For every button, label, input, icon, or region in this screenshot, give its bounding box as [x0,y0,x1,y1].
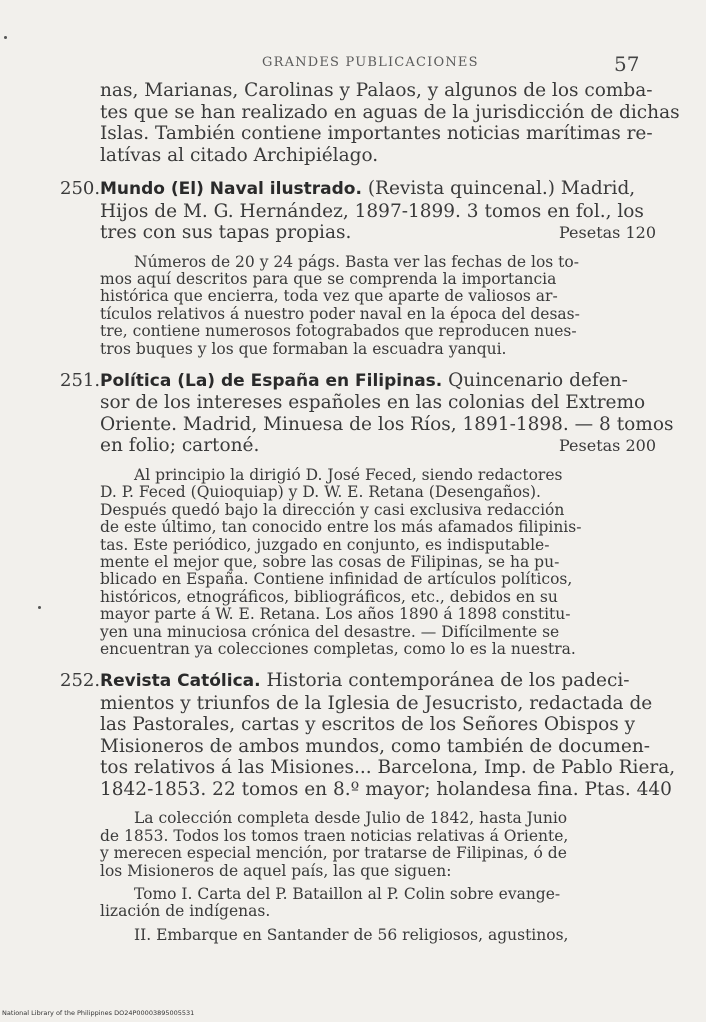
entry-description: mientos y triunfos de la Iglesia de Jesucristo, redactada de [100,692,653,714]
catalog-entry-250 [60,178,656,358]
running-head [0,52,706,76]
entry-title: Política (La) de España en Filipinas. [100,370,443,391]
margin-speck [4,36,7,39]
note-line: mos aquí descritos para que se comprenda la importancia [100,269,557,288]
entry-description: Hijos de M. G. Hernández, 1897-1899. 3 tomos en fol., los [100,200,644,222]
note-line: mente el mejor que, sobre las cosas de Filipinas, se ha pu- [100,552,560,571]
entry-description: Oriente. Madrid, Minuesa de los Ríos, 1891-1898. — 8 tomos [100,413,674,435]
note-line: D. P. Feced (Quioquiap) y D. W. E. Retana (Desengaños). [100,483,541,502]
note-line: Números de 20 y 24 págs. Basta ver las fechas de los to- [134,252,579,271]
entry-description: tres con sus tapas propias. Pesetas 120 [100,222,656,243]
note-line: tre, contiene numerosos fotograbados que reproducen nues- [100,322,577,341]
note-line: tas. Este periódico, juzgado en conjunto, es indisputable- [100,535,550,554]
margin-speck [38,606,41,609]
text-line: latívas al citado Archipiélago. [100,144,379,166]
entry-number: 250. [60,178,101,199]
entry-description: Historia contemporánea de los padeci- [260,670,630,692]
note-line: La colección completa desde Julio de 1842, hasta Junio [134,809,568,828]
note-line: blicado en España. Contiene infinidad de artículos políticos, [100,570,573,589]
note-line: Después quedó bajo la dirección y casi exclusiva redacción [100,500,565,519]
entry-price: Pesetas 120 [559,223,656,242]
note-line: y merecen especial mención, por tratarse de Filipinas, ó de [100,844,567,863]
note-line: de 1853. Todos los tomos traen noticias relativas á Oriente, [100,826,569,845]
text-line: Islas. También contiene importantes noticias marítimas re- [100,123,653,144]
page-body [60,80,680,944]
note-line: encuentran ya colecciones completas, como lo es la nuestra. [100,640,576,658]
entry-note [80,254,656,358]
entry-number: 252. [60,670,101,692]
note-line: lización de indígenas. [100,902,271,921]
entry-description: 1842-1853. 22 tomos en 8.º mayor; holandesa fina. Ptas. 440 [100,778,672,800]
entry-description: en folio; cartoné. Pesetas 200 [100,435,656,457]
entry-title: Mundo (El) Naval ilustrado. [100,179,362,199]
note-line: yen una minuciosa crónica del desastre. — Difícilmente se [100,622,560,641]
entry-note [80,810,656,944]
entry-heading [60,369,656,393]
entry-description: las Pastorales, cartas y escritos de los Señores Obispos y [100,714,636,736]
note-line: históricos, etnográficos, bibliográficos, etc., debidos en su [100,587,558,606]
entry-description: tos relativos á las Misiones... Barcelona, Imp. de Pablo Riera, [100,757,676,779]
note-line: Al principio la dirigió D. José Feced, siendo redactores [134,465,563,484]
text-line: nas, Marianas, Carolinas y Palaos, y algunos de los comba- [100,80,653,101]
running-title: GRANDES PUBLICACIONES [262,55,479,70]
entry-description: (Revista quincenal.) Madrid, [361,178,636,199]
note-line: histórica que encierra, toda vez que aparte de valiosos ar- [100,287,558,306]
note-line: los Misioneros de aquel país, las que siguen: [100,861,452,880]
entry-description: Quincenario defen- [442,369,628,391]
note-line: mayor parte á W. E. Retana. Los años 1890 á 1898 constitu- [100,605,571,624]
entry-note [80,467,656,658]
continuation-paragraph [80,80,680,166]
catalog-entry-251 [60,369,674,658]
note-line: Tomo I. Carta del P. Bataillon al P. Colin sobre evange- [134,885,561,904]
library-watermark: National Library of the Philippines DO24P00003895005531 [2,1009,195,1017]
note-line: de este último, tan conocido entre los más afamados filipinis- [100,518,582,537]
entry-heading [60,178,656,201]
note-line: tículos relativos á nuestro poder naval en la época del desas- [100,304,580,323]
catalog-entry-252 [60,670,676,944]
entry-number: 251. [60,369,101,391]
entry-price: Pesetas 200 [559,436,656,456]
note-line: tros buques y los que formaban la escuadra yanqui. [100,339,507,358]
entry-description: sor de los intereses españoles en las colonias del Extremo [100,392,646,414]
entry-description: Misioneros de ambos mundos, como también de documen- [100,735,650,757]
entry-title: Revista Católica. [100,671,261,692]
text-line: tes que se han realizado en aguas de la jurisdicción de dichas [100,101,680,123]
page-number: 57 [614,52,640,76]
entry-heading [60,670,656,693]
note-line: II. Embarque en Santander de 56 religiosos, agustinos, [134,925,569,944]
